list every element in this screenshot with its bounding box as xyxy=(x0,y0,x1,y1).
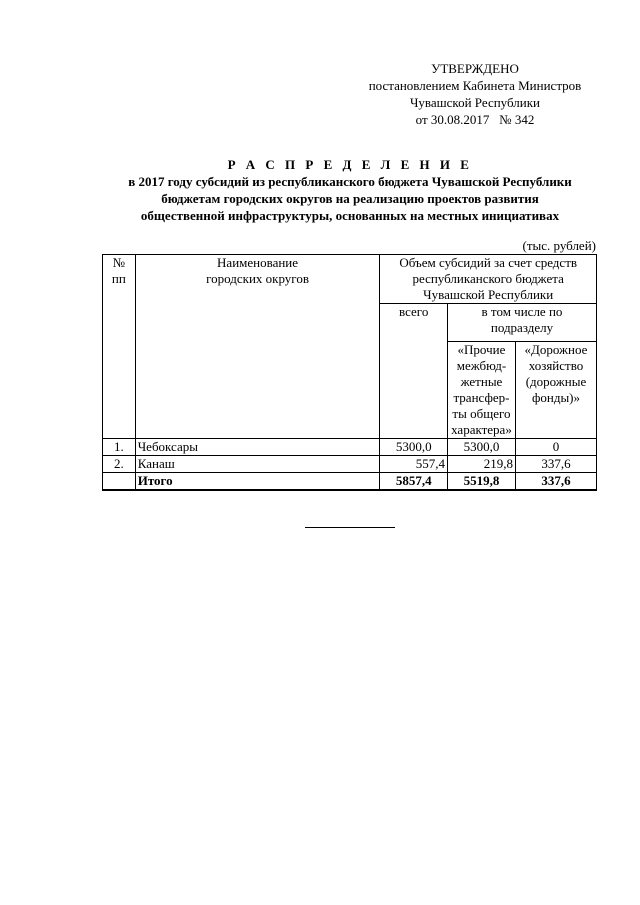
table-row xyxy=(103,456,597,473)
header-total xyxy=(380,304,448,439)
document-title xyxy=(90,156,610,224)
table-row xyxy=(103,439,597,456)
header-row-1 xyxy=(103,255,597,304)
row-other: 5300,0 xyxy=(447,439,515,456)
row-other: 219,8 xyxy=(447,456,515,473)
row-name: Чебоксары xyxy=(135,439,380,456)
units-label: (тыс. рублей) xyxy=(522,238,596,253)
total-number xyxy=(103,473,136,491)
row-road: 0 xyxy=(515,439,596,456)
header-number xyxy=(103,255,136,439)
header-total-text: всего xyxy=(399,304,429,319)
total-road: 337,6 xyxy=(515,473,596,491)
approval-title: УТВЕРЖДЕНО xyxy=(431,61,519,76)
title-heading: Р А С П Р Е Д Е Л Е Н И Е xyxy=(227,157,473,172)
header-road-economy-text: «Дорожное хозяйство (дорожные фонды)» xyxy=(524,342,588,405)
header-other-transfers xyxy=(447,342,515,439)
total-sum: 5857,4 xyxy=(380,473,448,491)
header-number-text: № пп xyxy=(111,255,126,286)
header-other-transfers-text: «Прочие межбюд-жетные трансфер-ты общего характера» xyxy=(451,342,512,437)
approval-line-resolution: постановлением Кабинета Министров xyxy=(368,78,582,93)
row-number: 1. xyxy=(103,439,136,456)
end-divider xyxy=(305,527,395,528)
header-road-economy xyxy=(515,342,596,439)
row-total: 5300,0 xyxy=(380,439,448,456)
row-total: 557,4 xyxy=(380,456,448,473)
title-line-3: общественной инфраструктуры, основанных на местных инициативах xyxy=(140,208,560,223)
approval-line-republic: Чувашской Республики xyxy=(409,95,541,110)
header-name xyxy=(135,255,380,439)
header-volume-text: Объем субсидий за счет средств республиканского бюджета Чувашской Республики xyxy=(399,255,578,302)
row-road: 337,6 xyxy=(515,456,596,473)
header-volume xyxy=(380,255,597,304)
title-line-1: в 2017 году субсидий из республиканского бюджета Чувашской Республики xyxy=(128,174,572,189)
row-name: Канаш xyxy=(135,456,380,473)
approval-line-date: от 30.08.2017 № 342 xyxy=(415,112,535,127)
row-number: 2. xyxy=(103,456,136,473)
total-label: Итого xyxy=(135,473,380,491)
total-row xyxy=(103,473,597,491)
header-including-text: в том числе по подразделу xyxy=(481,304,563,335)
distribution-table xyxy=(102,254,597,491)
title-line-2: бюджетам городских округов на реализацию проектов развития xyxy=(161,191,539,206)
header-name-text: Наименование городских округов xyxy=(206,255,309,286)
header-including xyxy=(447,304,596,342)
approval-stamp xyxy=(330,60,620,128)
total-other: 5519,8 xyxy=(447,473,515,491)
